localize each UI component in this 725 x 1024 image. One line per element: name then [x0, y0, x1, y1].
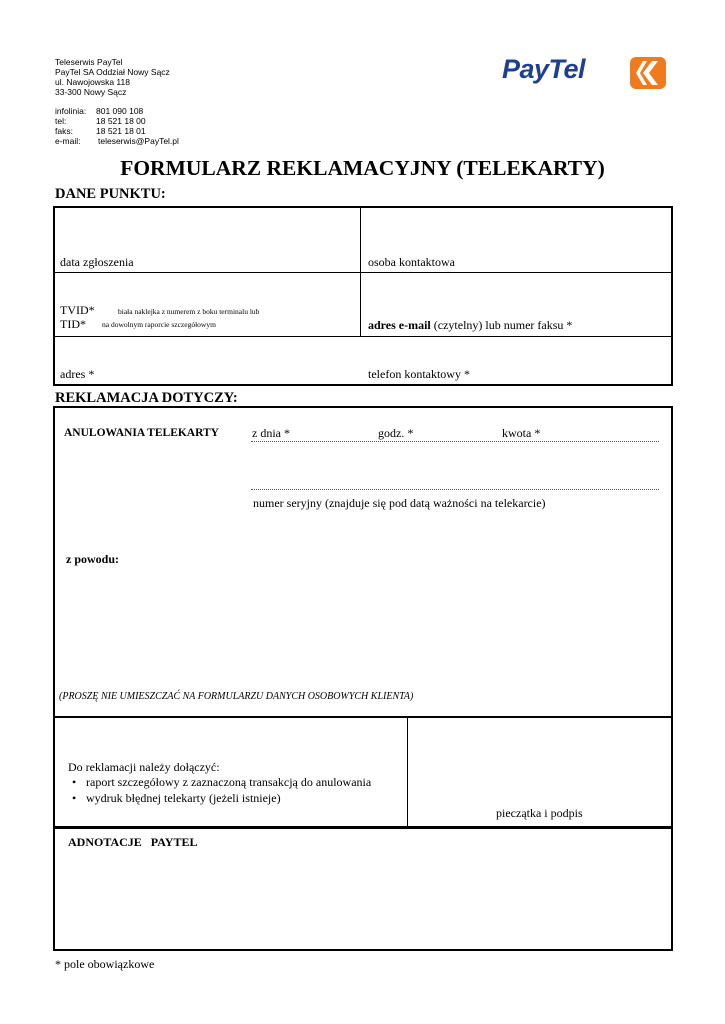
reason-label: z powodu:	[66, 552, 120, 566]
email-value: teleserwis@PayTel.pl	[98, 136, 179, 146]
company-name: Teleserwis PayTel	[55, 57, 123, 67]
hotline-value: 801 090 108	[96, 106, 144, 116]
report-date-field[interactable]	[56, 208, 359, 271]
phone-value: 18 521 18 00	[96, 116, 146, 126]
transaction-details-field[interactable]	[251, 424, 659, 441]
tid-label: TID*	[60, 317, 86, 331]
privacy-note: (PROSZĘ NIE UMIESZCZAĆ NA FORMULARZU DANYCH OSOBOWYCH KLIENTA)	[59, 691, 414, 702]
tvid-note-line2: na dowolnym raporcie szczegółowym	[102, 320, 216, 329]
email-label: e-mail:	[55, 136, 81, 146]
serial-dotted-line	[251, 489, 659, 490]
phone-label: tel:	[55, 116, 67, 126]
required-fields-note: * pole obowiązkowe	[55, 957, 155, 971]
address-field[interactable]	[56, 338, 359, 384]
complaint-divider	[55, 716, 671, 718]
attachment-item: • wydruk błędnej telekarty (jeżeli istnieje)	[68, 790, 371, 806]
point-section-heading: DANE PUNKTU:	[55, 186, 166, 202]
attachment-item: • raport szczegółowy z zaznaczoną transakcją do anulowania	[68, 774, 371, 790]
transaction-date-label: z dnia *	[252, 426, 290, 440]
transaction-amount-label: kwota *	[502, 426, 541, 440]
fax-label: faks:	[55, 126, 73, 136]
address-label: adres *	[60, 367, 95, 381]
contact-person-field[interactable]	[362, 208, 670, 271]
report-date-label: data zgłoszenia	[60, 255, 134, 269]
stamp-signature-label: pieczątka i podpis	[496, 806, 583, 820]
complaint-section-heading: REKLAMACJA DOTYCZY:	[55, 390, 238, 406]
contact-phone-field[interactable]	[362, 338, 670, 384]
annotation-divider	[55, 826, 671, 829]
email-fax-label-bold: adres e-mail	[368, 318, 431, 332]
annotations-area[interactable]	[60, 852, 666, 944]
point-divider-2	[55, 336, 671, 337]
company-city: 33-300 Nowy Sącz	[55, 87, 127, 97]
serial-number-label: numer seryjny (znajduje się pod datą ważności na telekarcie)	[253, 496, 546, 510]
transaction-dotted-line	[251, 441, 659, 442]
attachments-list	[68, 774, 371, 806]
contact-phone-label: telefon kontaktowy *	[368, 367, 470, 381]
transaction-time-label: godz. *	[378, 426, 414, 440]
logo-text: PayTel	[502, 54, 586, 84]
fax-value: 18 521 18 01	[96, 126, 146, 136]
reason-textarea[interactable]	[64, 570, 664, 685]
company-street: ul. Nawojowska 118	[55, 77, 130, 87]
email-fax-label-rest: (czytelny) lub numer faksu *	[430, 318, 573, 332]
page-title: FORMULARZ REKLAMACYJNY (TELEKARTY)	[120, 156, 605, 180]
company-branch: PayTel SA Oddział Nowy Sącz	[55, 67, 170, 77]
serial-number-field[interactable]	[251, 470, 659, 490]
hotline-label: infolinia:	[55, 106, 87, 116]
tvid-label: TVID*	[60, 303, 95, 317]
tvid-tid-field[interactable]	[56, 274, 359, 335]
attachments-intro: Do reklamacji należy dołączyć:	[68, 760, 220, 774]
contact-person-label: osoba kontaktowa	[368, 255, 455, 269]
tvid-note-line1: biała naklejka z numerem z boku terminalu lub	[118, 307, 260, 316]
cancellation-type-label: ANULOWANIA TELEKARTY	[64, 427, 219, 439]
email-fax-field[interactable]	[362, 274, 670, 335]
stamp-signature-field[interactable]	[409, 719, 670, 825]
attachments-divider-vertical	[407, 717, 408, 827]
email-fax-label	[368, 318, 572, 333]
annotations-heading: ADNOTACJE PAYTEL	[68, 835, 198, 849]
paytel-logo-mark-icon	[628, 55, 668, 91]
point-divider-1	[55, 272, 671, 273]
paytel-logo	[500, 52, 670, 92]
